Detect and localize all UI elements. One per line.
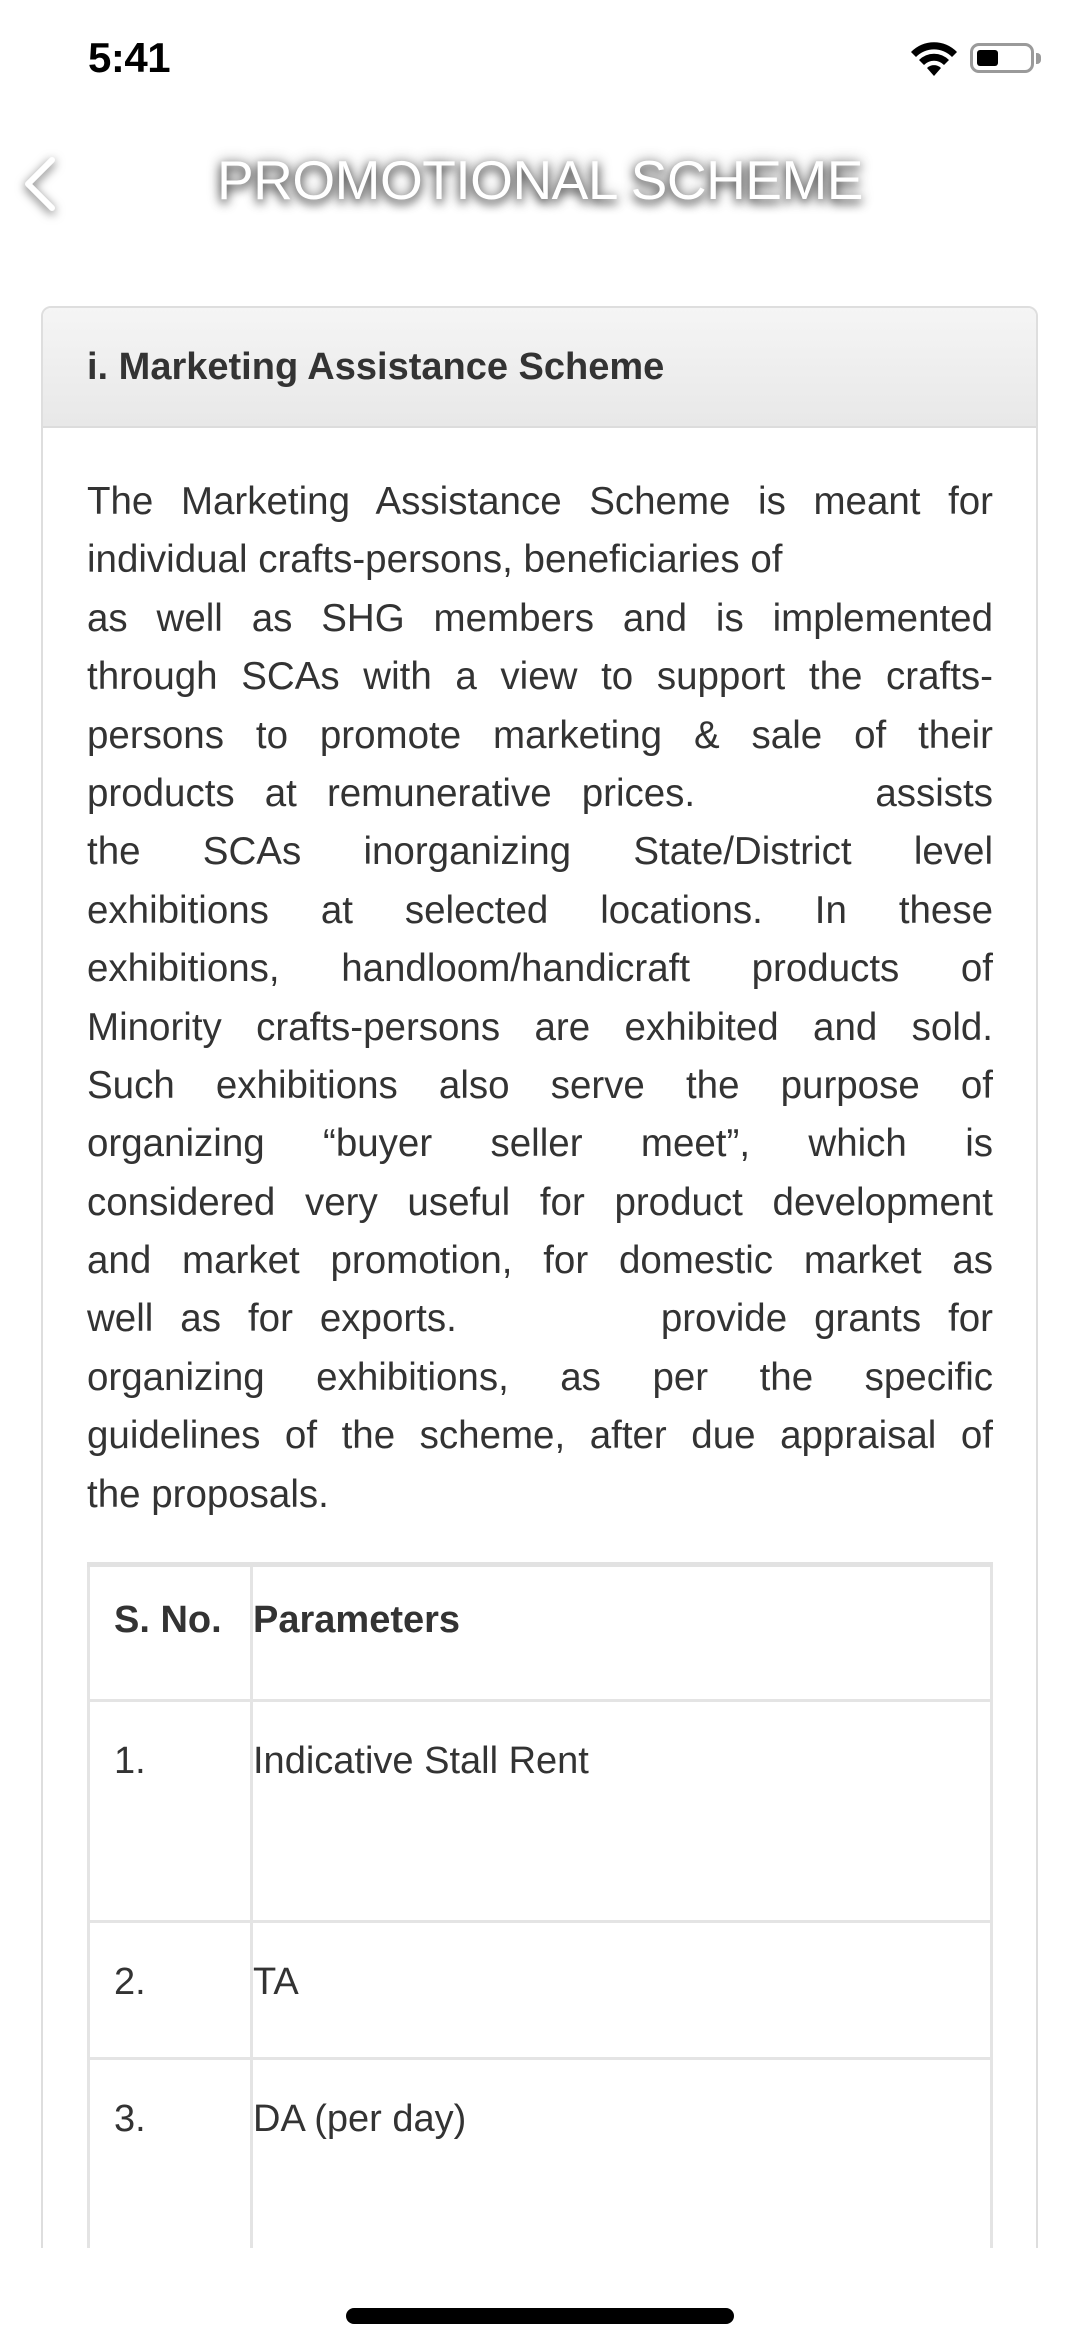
text-line: the SCAs inorganizing State/District level [87, 830, 993, 874]
table-row [89, 1922, 992, 2059]
text-line: and market promotion, for domestic market as [87, 1239, 993, 1283]
text-line: the proposals. [87, 1472, 329, 1516]
scheme-panel [41, 306, 1038, 2248]
text-fragment: assists [875, 771, 993, 815]
text-line: as well as SHG members and is implemented [87, 596, 993, 640]
text-line [87, 1290, 993, 1348]
text-line: exhibitions, handloom/handicraft products of [87, 947, 993, 991]
table-header-row [89, 1565, 992, 1701]
home-indicator[interactable] [346, 2308, 734, 2324]
text-fragment: well as for exports. [87, 1297, 457, 1341]
text-fragment: products at remunerative prices. [87, 771, 696, 815]
text-line: Minority crafts-persons are exhibited and sold. [87, 1005, 993, 1049]
text-line: exhibitions at selected locations. In these [87, 888, 993, 932]
page-title: PROMOTIONAL SCHEME [217, 149, 863, 211]
text-line [87, 765, 993, 823]
parameters-table [87, 1562, 993, 2248]
cell-parameter: Indicative Stall Rent [252, 1701, 992, 1922]
text-fragment: provide grants for [660, 1297, 993, 1341]
panel-body [43, 473, 1036, 2248]
cell-sno: 2. [89, 1922, 252, 2059]
text-line: persons to promote marketing & sale of their [87, 713, 993, 757]
status-time: 5:41 [88, 34, 171, 81]
cell-sno: 3. [89, 2059, 252, 2248]
text-line: Such exhibitions also serve the purpose of [87, 1063, 993, 1107]
cell-sno: 1. [89, 1701, 252, 1922]
scheme-description [87, 473, 993, 1524]
cell-parameter: TA [252, 1922, 992, 2059]
text-line: organizing exhibitions, as per the specific [87, 1355, 993, 1399]
text-line: organizing “buyer seller meet”, which is [87, 1122, 993, 1166]
table-row [89, 2059, 992, 2248]
text-line: individual crafts-persons, beneficiaries of [87, 538, 783, 582]
text-line: guidelines of the scheme, after due appraisal of [87, 1414, 993, 1458]
text-line: through SCAs with a view to support the crafts- [87, 655, 993, 699]
section-title: i. Marketing Assistance Scheme [43, 308, 1036, 428]
cell-parameter: DA (per day) [252, 2059, 992, 2248]
column-header-sno: S. No. [89, 1565, 252, 1701]
table-row [89, 1701, 992, 1922]
text-line: The Marketing Assistance Scheme is meant for [87, 480, 993, 523]
column-header-parameters: Parameters [252, 1565, 992, 1701]
text-line: considered very useful for product development [87, 1180, 993, 1224]
